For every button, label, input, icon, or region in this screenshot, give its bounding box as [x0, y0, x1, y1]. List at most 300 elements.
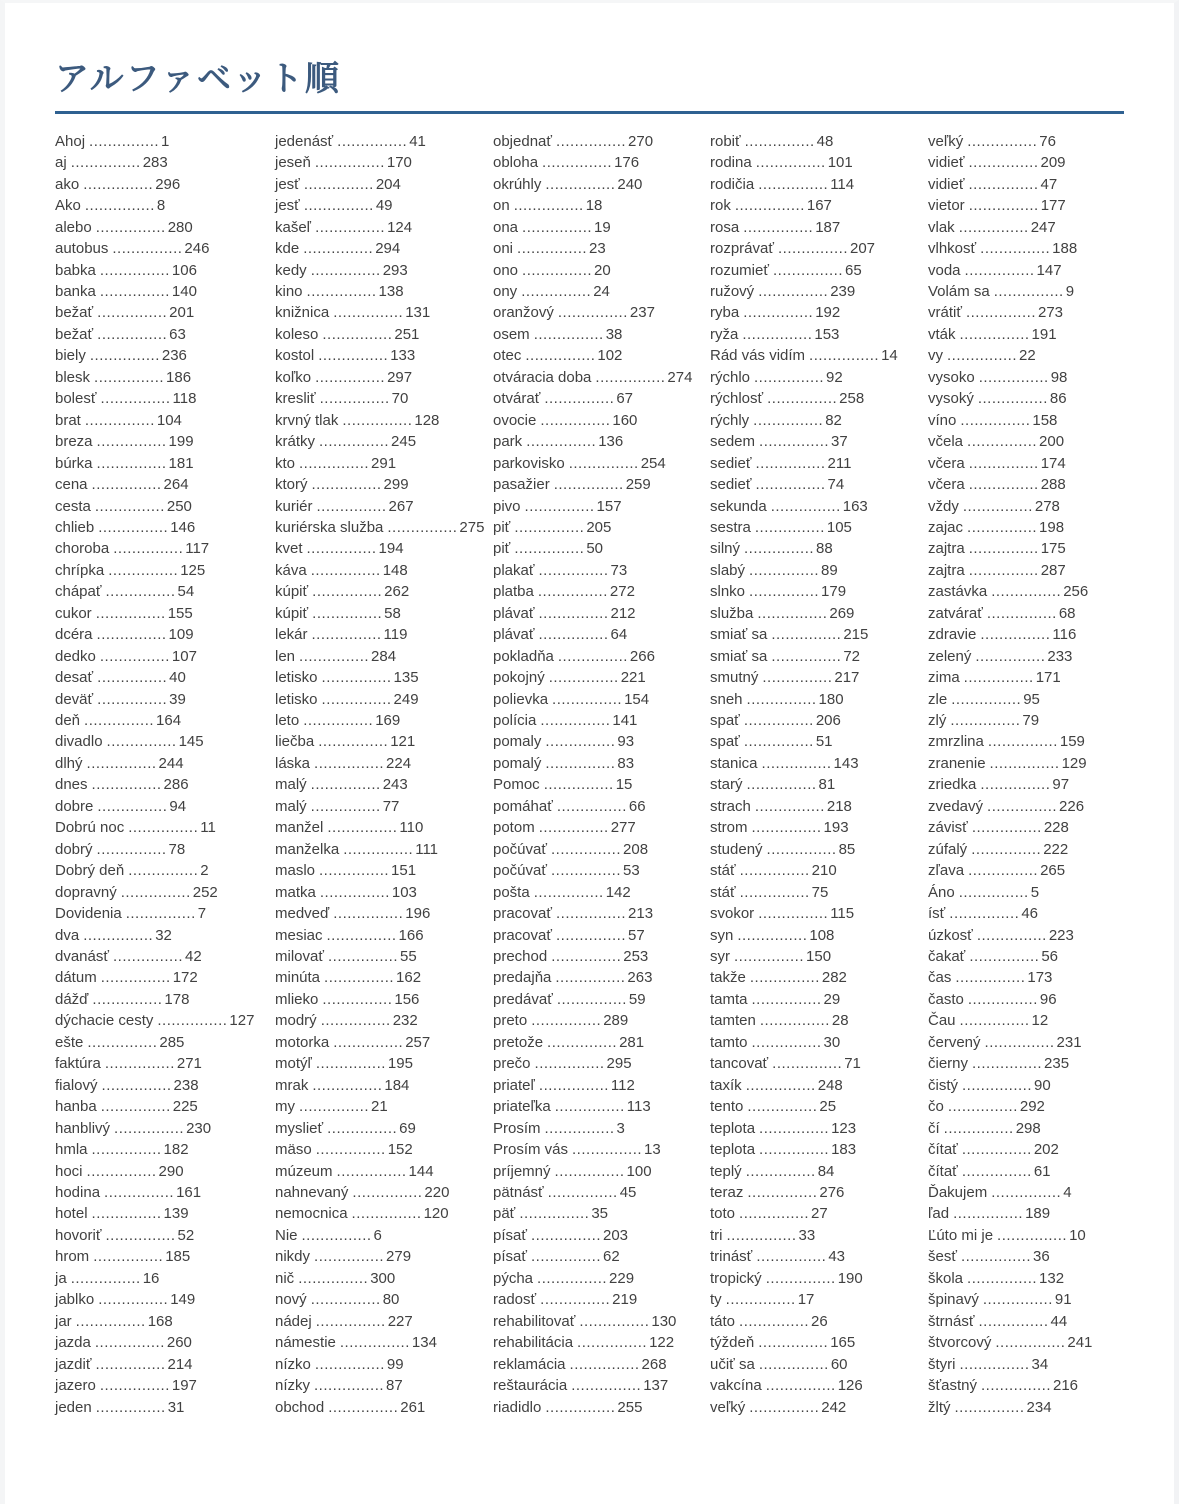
index-term: kostol [275, 347, 315, 365]
index-entry [275, 710, 493, 731]
dot-leader: ............... [743, 712, 814, 730]
index-term: búrka [55, 454, 93, 472]
page-number: 196 [405, 905, 431, 923]
page-number: 29 [823, 990, 841, 1008]
index-term: vy [928, 347, 943, 365]
index-term: plakať [493, 561, 535, 579]
dot-leader: ............... [95, 1355, 166, 1373]
index-term: modrý [275, 1012, 317, 1030]
index-column-3 [493, 131, 710, 1418]
page-number: 96 [1039, 990, 1057, 1008]
page-number: 164 [156, 712, 182, 730]
page-number: 137 [643, 1377, 669, 1395]
page-number: 121 [390, 733, 416, 751]
index-entry [275, 1311, 493, 1332]
page-number: 95 [1023, 690, 1040, 708]
index-entry [55, 238, 275, 259]
dot-leader: ............... [521, 282, 592, 300]
index-term: Pomoc [493, 776, 540, 794]
index-term: oranžový [493, 304, 554, 322]
index-term: matka [275, 883, 316, 901]
index-term: objednať [493, 132, 553, 150]
dot-leader: ............... [947, 1098, 1018, 1116]
dot-leader: ............... [94, 1334, 165, 1352]
index-term: pošta [493, 883, 530, 901]
index-term: kúpiť [275, 583, 309, 601]
index-term: obloha [493, 154, 539, 172]
index-entry [710, 152, 928, 173]
dot-leader: ............... [553, 476, 624, 494]
index-entry [928, 281, 1124, 302]
page-header [55, 59, 1124, 114]
dot-leader: ............... [319, 433, 390, 451]
dot-leader: ............... [747, 1098, 818, 1116]
index-entry [928, 1032, 1124, 1053]
index-term: Prosím vás [493, 1141, 569, 1159]
page-number: 278 [1034, 497, 1060, 515]
dot-leader: ............... [967, 132, 1038, 150]
page-number: 181 [168, 454, 194, 472]
index-term: rehabilitovať [493, 1312, 576, 1330]
index-entry [275, 967, 493, 988]
index-term: vysoký [928, 390, 974, 408]
page-number: 43 [828, 1248, 846, 1266]
index-entry [493, 839, 710, 860]
index-entry [928, 131, 1124, 152]
dot-leader: ............... [548, 669, 619, 687]
page-number: 235 [1044, 1055, 1070, 1073]
index-entry [55, 1203, 275, 1224]
dot-leader: ............... [761, 754, 832, 772]
dot-leader: ............... [968, 154, 1039, 172]
index-term: letisko [275, 690, 318, 708]
dot-leader: ............... [120, 883, 191, 901]
index-entry [928, 946, 1124, 967]
index-term: Volám sa [928, 282, 990, 300]
page-number: 210 [811, 862, 837, 880]
index-entry [275, 903, 493, 924]
index-entry [55, 538, 275, 559]
index-entry [928, 581, 1124, 602]
dot-leader: ............... [977, 390, 1048, 408]
dot-leader: ............... [524, 497, 595, 515]
dot-leader: ............... [963, 669, 1034, 687]
index-entry [928, 496, 1124, 517]
index-term: dlhý [55, 754, 83, 772]
dot-leader: ............... [333, 905, 404, 923]
page-number: 244 [158, 754, 184, 772]
dot-leader: ............... [984, 1033, 1055, 1051]
dot-leader: ............... [951, 690, 1022, 708]
dot-leader: ............... [954, 1398, 1025, 1416]
dot-leader: ............... [976, 926, 1047, 944]
index-term: hotel [55, 1205, 88, 1223]
index-term: Nie [275, 1226, 298, 1244]
dot-leader: ............... [534, 1055, 605, 1073]
index-term: čo [928, 1098, 944, 1116]
dot-leader: ............... [91, 776, 162, 794]
page-number: 240 [617, 175, 643, 193]
dot-leader: ............... [320, 1012, 391, 1030]
index-entry [275, 131, 493, 152]
index-entry [55, 324, 275, 345]
index-term: včela [928, 433, 964, 451]
index-entry [55, 1118, 275, 1139]
page-number: 199 [168, 433, 194, 451]
index-term: malý [275, 797, 307, 815]
page-number: 88 [816, 540, 833, 558]
index-entry [928, 603, 1124, 624]
page-number: 93 [617, 733, 635, 751]
index-term: reštaurácia [493, 1377, 568, 1395]
index-term: stanica [710, 754, 758, 772]
index-term: predajňa [493, 969, 552, 987]
index-entry [55, 1139, 275, 1160]
index-entry [928, 1010, 1124, 1031]
index-entry [710, 903, 928, 924]
index-column-2 [275, 131, 493, 1418]
index-entry [710, 410, 928, 431]
dot-leader: ............... [105, 583, 176, 601]
index-entry [928, 388, 1124, 409]
dot-leader: ............... [569, 1355, 640, 1373]
index-term: ryba [710, 304, 740, 322]
dot-leader: ............... [91, 476, 162, 494]
index-term: priateľka [493, 1098, 551, 1116]
index-entry [55, 1075, 275, 1096]
index-term: týždeň [710, 1334, 755, 1352]
index-term: stáť [710, 883, 736, 901]
dot-leader: ............... [759, 1119, 830, 1137]
dot-leader: ............... [522, 218, 593, 236]
page-number: 220 [424, 1184, 450, 1201]
index-entry [55, 281, 275, 302]
page-number: 130 [651, 1312, 677, 1330]
index-entry [710, 1397, 928, 1418]
page-number: 111 [415, 840, 439, 858]
index-entry [493, 1032, 710, 1053]
index-term: aj [55, 154, 67, 172]
index-entry [275, 1375, 493, 1396]
dot-leader: ............... [106, 733, 177, 751]
index-term: motýľ [275, 1055, 312, 1073]
dot-leader: ............... [530, 1226, 601, 1244]
index-term: bežať [55, 304, 94, 322]
dot-leader: ............... [950, 712, 1021, 730]
page-number: 211 [827, 454, 852, 472]
index-term: ryža [710, 325, 739, 343]
index-entry [928, 367, 1124, 388]
index-term: nikdy [275, 1248, 311, 1266]
dot-leader: ............... [319, 862, 390, 880]
index-entry [55, 1032, 275, 1053]
dot-leader: ............... [544, 1119, 615, 1137]
page-number: 8 [156, 197, 166, 215]
index-term: vták [928, 325, 956, 343]
page-number: 250 [166, 497, 192, 515]
index-entry [493, 1182, 710, 1203]
index-term: počúvať [493, 840, 547, 858]
index-term: dvanásť [55, 948, 109, 966]
index-term: ona [493, 218, 519, 236]
page-number: 252 [192, 883, 218, 901]
page-number: 172 [172, 969, 198, 987]
page-number: 179 [821, 583, 847, 601]
index-entry [493, 903, 710, 924]
index-entry [493, 689, 710, 710]
page-number: 55 [400, 948, 417, 966]
index-entry [275, 560, 493, 581]
index-entry [928, 646, 1124, 667]
index-term: potom [493, 819, 535, 837]
page-number: 62 [603, 1248, 620, 1266]
dot-leader: ............... [108, 561, 179, 579]
index-term: pomaly [493, 733, 542, 751]
index-term: hmla [55, 1141, 88, 1159]
dot-leader: ............... [755, 154, 826, 172]
index-term: čítať [928, 1141, 958, 1159]
dot-leader: ............... [95, 604, 166, 622]
page-number: 120 [423, 1205, 449, 1223]
index-term: závisť [928, 819, 968, 837]
index-entry [710, 324, 928, 345]
dot-leader: ............... [754, 518, 825, 536]
index-entry [275, 1096, 493, 1117]
index-term: včera [928, 476, 965, 494]
dot-leader: ............... [758, 1334, 829, 1352]
index-entry [710, 1289, 928, 1310]
dot-leader: ............... [303, 712, 374, 730]
index-term: jedenásť [275, 132, 334, 150]
page-number: 148 [382, 561, 408, 579]
index-term: pomalý [493, 754, 542, 772]
index-term: dnes [55, 776, 88, 794]
page-number: 202 [1033, 1141, 1059, 1159]
index-term: nič [275, 1269, 295, 1287]
index-entry [928, 1397, 1124, 1418]
dot-leader: ............... [322, 990, 393, 1008]
index-term: špinavý [928, 1291, 979, 1309]
index-entry [928, 324, 1124, 345]
index-entry [493, 1053, 710, 1074]
dot-leader: ............... [959, 325, 1030, 343]
page-number: 212 [610, 604, 636, 622]
index-term: počúvať [493, 862, 547, 880]
index-entry [55, 152, 275, 173]
page-number: 173 [1027, 969, 1053, 987]
index-term: mesiac [275, 926, 323, 944]
dot-leader: ............... [84, 712, 155, 730]
index-entry [275, 1182, 493, 1203]
index-term: bežať [55, 325, 94, 343]
dot-leader: ............... [967, 433, 1038, 451]
page-number: 125 [180, 561, 206, 579]
dot-leader: ............... [342, 411, 413, 429]
index-entry [55, 1332, 275, 1353]
index-entry [493, 796, 710, 817]
index-entry [55, 603, 275, 624]
index-term: rýchlo [710, 368, 751, 386]
page-number: 297 [387, 368, 413, 386]
index-entry [275, 1010, 493, 1031]
index-term: okrúhly [493, 175, 542, 193]
dot-leader: ............... [310, 776, 381, 794]
page-number: 162 [396, 969, 422, 987]
index-entry [275, 882, 493, 903]
index-term: láska [275, 754, 311, 772]
page-number: 170 [386, 154, 412, 172]
page-number: 127 [229, 1012, 255, 1030]
index-term: rozumieť [710, 261, 769, 279]
index-entry [55, 1053, 275, 1074]
index-term: deň [55, 712, 81, 730]
index-entry [275, 517, 493, 538]
page-number: 221 [620, 669, 646, 687]
index-term: otec [493, 347, 522, 365]
page-number: 56 [1041, 948, 1059, 966]
page-number: 100 [626, 1162, 652, 1180]
index-term: často [928, 990, 964, 1008]
dot-leader: ............... [959, 1012, 1030, 1030]
page-number: 99 [386, 1355, 404, 1373]
dot-leader: ............... [326, 926, 397, 944]
page-number: 275 [459, 518, 485, 536]
index-entry [710, 1053, 928, 1074]
dot-leader: ............... [101, 1076, 172, 1094]
index-entry [928, 753, 1124, 774]
index-entry [710, 238, 928, 259]
index-entry [710, 1332, 928, 1353]
page-number: 253 [623, 948, 649, 966]
index-term: syr [710, 948, 730, 966]
index-entry [493, 710, 710, 731]
index-entry [55, 517, 275, 538]
dot-leader: ............... [327, 948, 398, 966]
index-term: pýcha [493, 1269, 534, 1287]
dot-leader: ............... [333, 1033, 404, 1051]
dot-leader: ............... [726, 1226, 797, 1244]
page-number: 75 [811, 883, 829, 901]
dot-leader: ............... [725, 1291, 796, 1309]
index-entry [275, 1354, 493, 1375]
index-term: veľký [928, 132, 964, 150]
page-number: 176 [614, 154, 640, 172]
index-entry [275, 1053, 493, 1074]
dot-leader: ............... [315, 218, 386, 236]
index-entry [710, 1268, 928, 1289]
dot-leader: ............... [557, 304, 628, 322]
index-term: toto [710, 1205, 736, 1223]
index-term: kúpiť [275, 604, 309, 622]
index-term: teraz [710, 1184, 744, 1201]
index-term: mrak [275, 1076, 309, 1094]
page-number: 205 [586, 518, 612, 536]
dot-leader: ............... [751, 1033, 822, 1051]
index-entry [275, 581, 493, 602]
page-number: 163 [842, 497, 868, 515]
index-entry [55, 453, 275, 474]
index-entry [275, 324, 493, 345]
index-entry [275, 238, 493, 259]
page-number: 91 [1054, 1291, 1072, 1309]
index-entry [55, 646, 275, 667]
index-term: dobre [55, 797, 94, 815]
page-number: 226 [1059, 797, 1085, 815]
dot-leader: ............... [987, 797, 1058, 815]
dot-leader: ............... [556, 990, 627, 1008]
index-entry [710, 217, 928, 238]
page-number: 239 [830, 282, 856, 300]
index-term: breza [55, 433, 93, 451]
index-entry [275, 946, 493, 967]
index-entry [493, 217, 710, 238]
dot-leader: ............... [978, 1312, 1049, 1330]
index-term: banka [55, 282, 96, 300]
dot-leader: ............... [513, 197, 584, 215]
dot-leader: ............... [955, 969, 1026, 987]
index-term: príjemný [493, 1162, 551, 1180]
page-number: 283 [142, 154, 168, 172]
page-number: 241 [1067, 1334, 1093, 1352]
dot-leader: ............... [310, 797, 381, 815]
dot-leader: ............... [771, 626, 842, 644]
index-entry [710, 839, 928, 860]
dot-leader: ............... [96, 840, 167, 858]
index-entry [710, 1225, 928, 1246]
dot-leader: ............... [352, 1184, 423, 1201]
dot-leader: ............... [967, 518, 1038, 536]
index-term: rehabilitácia [493, 1334, 574, 1352]
page-number: 72 [843, 647, 861, 665]
dot-leader: ............... [387, 518, 458, 536]
page-number: 292 [1019, 1098, 1045, 1116]
page-number: 70 [391, 390, 409, 408]
dot-leader: ............... [967, 1269, 1038, 1287]
page-number: 78 [168, 840, 186, 858]
dot-leader: ............... [530, 1248, 601, 1266]
index-term: on [493, 197, 510, 215]
page-number: 177 [1040, 197, 1066, 215]
dot-leader: ............... [995, 1334, 1066, 1352]
index-term: písať [493, 1226, 527, 1244]
dot-leader: ............... [968, 197, 1039, 215]
dot-leader: ............... [84, 197, 155, 215]
index-entry [55, 345, 275, 366]
index-term: hrom [55, 1248, 90, 1266]
dot-leader: ............... [522, 261, 593, 279]
index-term: pokojný [493, 669, 545, 687]
index-term: Dobrú noc [55, 819, 125, 837]
page-number: 133 [390, 347, 416, 365]
page-number: 299 [383, 476, 409, 494]
page-number: 21 [371, 1098, 388, 1116]
index-entry [493, 152, 710, 173]
index-entry [55, 1289, 275, 1310]
index-term: preto [493, 1012, 528, 1030]
index-entry [275, 260, 493, 281]
dot-leader: ............... [551, 948, 622, 966]
page-number: 92 [826, 368, 843, 386]
index-term: rýchly [710, 411, 750, 429]
index-term: hodina [55, 1184, 101, 1201]
dot-leader: ............... [968, 476, 1039, 494]
page-number: 251 [394, 325, 420, 343]
index-entry [493, 1397, 710, 1418]
dot-leader: ............... [97, 304, 168, 322]
index-entry [275, 217, 493, 238]
index-term: služba [710, 604, 754, 622]
page-number: 161 [176, 1184, 202, 1201]
